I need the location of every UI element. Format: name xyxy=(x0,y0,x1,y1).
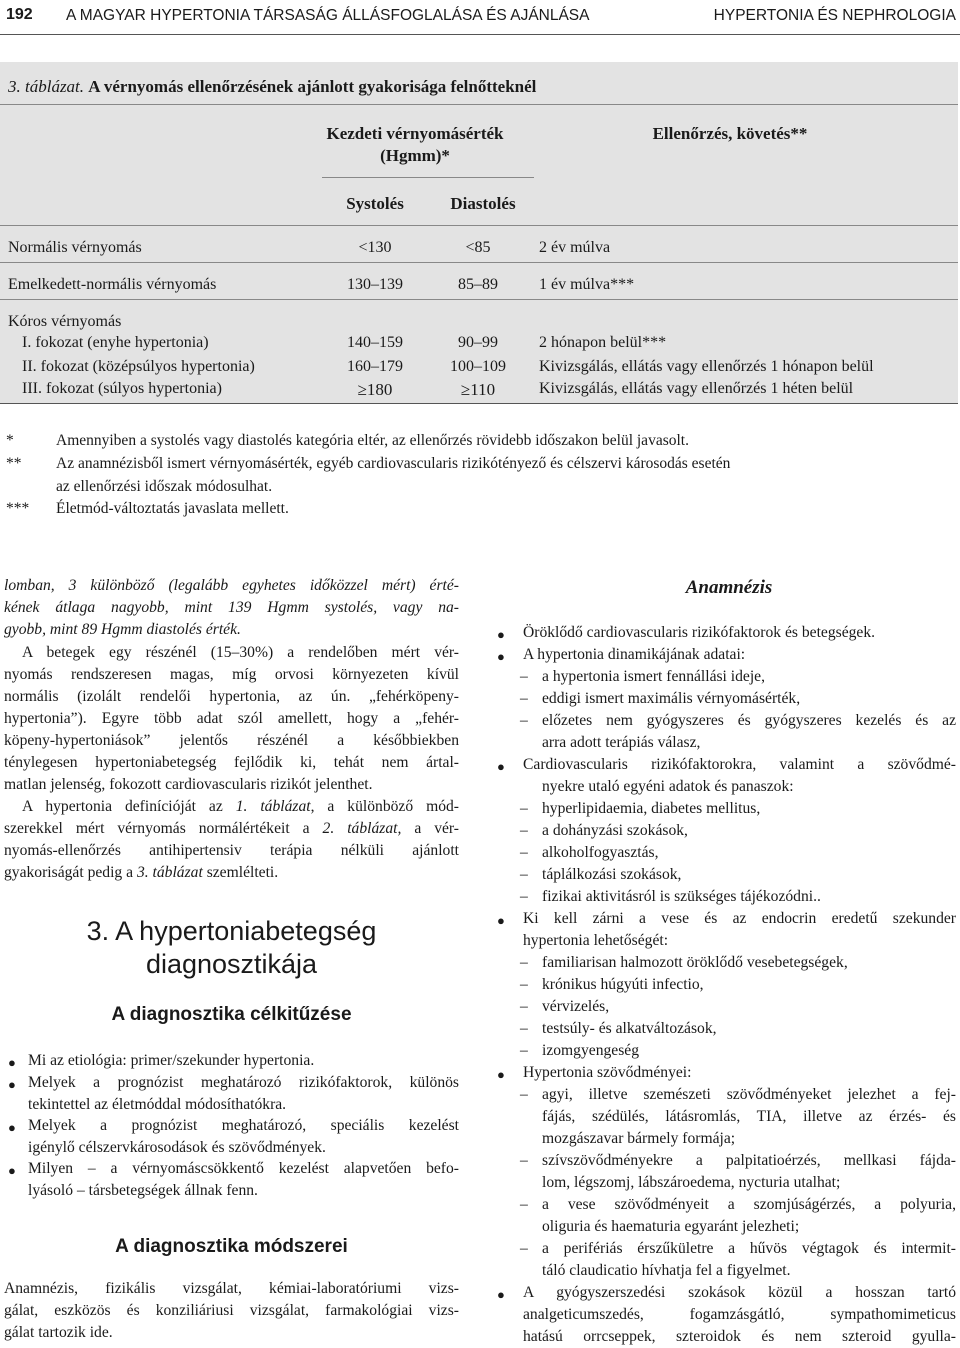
row-control: Kivizsgálás, ellátás vagy ellenőrzés 1 héten belül xyxy=(539,380,854,397)
dash-marker: – xyxy=(520,888,528,905)
list-item: a dohányzási szokások, xyxy=(542,822,688,839)
text-run: A hypertonia definícióját az xyxy=(22,798,236,815)
list-item: krónikus húgyúti infectio, xyxy=(542,976,704,993)
text-run: szemlélteti. xyxy=(202,864,279,881)
list-item: familiarisan halmozott öröklődő vesebetegségek, xyxy=(542,954,848,971)
list-item: hyperlipidaemia, diabetes mellitus, xyxy=(542,800,761,817)
row-control: 1 év múlva*** xyxy=(539,276,635,293)
row-rule xyxy=(0,262,958,263)
dash-marker: – xyxy=(520,998,528,1015)
dash-marker: – xyxy=(520,690,528,707)
list-item: hatású orrcseppek, szteroidok és nem szteroid gyulla- xyxy=(523,1328,956,1345)
bullet-icon: ● xyxy=(8,1120,16,1135)
list-item: szívszövődményekre a palpitatioérzés, mellkasi fájda- xyxy=(542,1152,956,1169)
list-item: táló claudicatio hívhatja fel a figyelmet. xyxy=(542,1262,791,1279)
list-item: oliguria és haematuria egyaránt jelezheti; xyxy=(542,1218,800,1235)
paragraph-line: gálat tartozik ide. xyxy=(4,1324,113,1341)
list-item: testsúly- és alkatváltozások, xyxy=(542,1020,717,1037)
dash-marker: – xyxy=(520,1042,528,1059)
footnote-mark: ** xyxy=(6,455,22,472)
footnote-mark: *** xyxy=(6,500,30,517)
list-item: Ki kell zárni a vese és az endocrin eredetű szekunder xyxy=(523,910,956,927)
dash-marker: – xyxy=(520,1240,528,1257)
paragraph-line: hypertonia”). Egyre több adat szól amellett, hogy a „fehér- xyxy=(4,710,459,727)
list-item: Hypertonia szövődményei: xyxy=(523,1064,692,1081)
table-reference: 2. táblázat, xyxy=(322,820,402,837)
list-item: táplálkozási szokások, xyxy=(542,866,682,883)
paragraph-line: lomban, 3 különböző (legalább egyhetes időközzel mért) érté- xyxy=(4,577,459,594)
list-item: arra adott terápiás válasz, xyxy=(542,734,701,751)
dash-marker: – xyxy=(520,1020,528,1037)
table-bottom-rule xyxy=(0,403,958,404)
section-title: HYPERTONIA ÉS NEPHROLOGIA xyxy=(713,7,956,24)
bullet-icon: ● xyxy=(497,1067,505,1082)
col-control-header: Ellenőrzés, követés** xyxy=(652,124,808,143)
list-item: igénylő célszervkárosodások és szövődmények. xyxy=(28,1139,326,1156)
row-label: Normális vérnyomás xyxy=(8,239,142,256)
list-item: Mi az etiológia: primer/szekunder hypertonia. xyxy=(28,1052,315,1069)
bullet-icon: ● xyxy=(497,627,505,642)
table-caption xyxy=(8,77,536,97)
paragraph-line xyxy=(4,864,278,882)
header-bottom-rule xyxy=(0,225,958,226)
list-item: alkoholfogyasztás, xyxy=(542,844,659,861)
row-dia: ≥110 xyxy=(460,380,496,399)
bullet-icon: ● xyxy=(497,913,505,928)
list-item: nyekre utaló egyéni adatok és panaszok: xyxy=(542,778,794,795)
dash-marker: – xyxy=(520,976,528,993)
row-rule xyxy=(0,299,958,300)
subheading-goals: A diagnosztika célkitűzése xyxy=(111,1004,352,1025)
paragraph-line: nyomás-ellenőrzés antihipertensiv terápia nélküli ajánlott xyxy=(4,842,459,859)
bullet-icon: ● xyxy=(497,649,505,664)
list-item: a hypertonia ismert fennállási ideje, xyxy=(542,668,765,685)
text-run: a vér- xyxy=(401,820,460,837)
col-diastolic-header: Diastolés xyxy=(450,194,516,213)
list-item: a perifériás érszűkületre a hűvös végtagok és intermit- xyxy=(542,1240,956,1257)
running-title: A MAGYAR HYPERTONIA TÁRSASÁG ÁLLÁSFOGLALÁSA ÉS AJÁNLÁSA xyxy=(66,7,590,24)
list-item: izomgyengeség xyxy=(542,1042,639,1059)
row-sys: 160–179 xyxy=(347,358,403,375)
list-item: eddigi ismert maximális vérnyomásérték, xyxy=(542,690,801,707)
footnote-text: Az anamnézisből ismert vérnyomásérték, egyéb cardiovascularis rizikótényező és célszervi károsodás esetén xyxy=(56,455,731,472)
paragraph-line: kének átlaga nagyobb, mint 139 Hgmm systolés, vagy na- xyxy=(4,599,459,616)
paragraph-line xyxy=(4,820,459,838)
section-heading-line: 3. A hypertoniabetegség xyxy=(86,916,377,946)
list-item: A gyógyszerszedési szokások közül a hosszan tartó xyxy=(523,1284,956,1301)
bullet-icon: ● xyxy=(8,1077,16,1092)
paragraph-line: matlan jelenség, fokozott cardiovascularis rizikót jelenthet. xyxy=(4,776,373,793)
list-item: hypertonia lehetőségét: xyxy=(523,932,669,949)
row-sys: ≥180 xyxy=(357,380,393,399)
section-heading xyxy=(4,915,459,981)
list-item: analgeticumszedés, fogamzásgátló, sympathomimeticus xyxy=(523,1306,956,1323)
paragraph-line: A betegek egy részénél (15–30%) a rendelőben mért vér- xyxy=(22,644,459,661)
row-dia: 100–109 xyxy=(450,358,506,375)
header-rule xyxy=(0,34,960,35)
list-item: előzetes nem gyógyszeres és gyógyszeres kezelés és az xyxy=(542,712,956,729)
paragraph-line: nyomás rendszeresen magas, míg orvosi környezeten kívül xyxy=(4,666,459,683)
list-item: vérvizelés, xyxy=(542,998,610,1015)
page-number: 192 xyxy=(6,6,33,23)
list-item: Melyek a prognózist meghatározó rizikófaktorok, különös xyxy=(28,1074,459,1091)
dash-marker: – xyxy=(520,1152,528,1169)
dash-marker: – xyxy=(520,668,528,685)
section-heading-line: diagnosztikája xyxy=(145,949,318,979)
table-3 xyxy=(0,62,958,404)
col-group-rule xyxy=(322,177,534,178)
row-label: I. fokozat (enyhe hypertonia) xyxy=(22,334,209,351)
dash-marker: – xyxy=(520,844,528,861)
row-control: 2 év múlva xyxy=(539,239,611,256)
col-group-header xyxy=(300,124,530,166)
row-dia: 90–99 xyxy=(458,334,498,351)
row-label: II. fokozat (középsúlyos hypertonia) xyxy=(22,358,255,375)
subheading-methods: A diagnosztika módszerei xyxy=(115,1236,348,1257)
dash-marker: – xyxy=(520,954,528,971)
paragraph-line: normális (izolált rendelői hypertonia, az ún. „fehérköpeny- xyxy=(4,688,459,705)
list-item: fizikai aktivitásról is szükséges tájékozódni.. xyxy=(542,888,821,905)
paragraph-line: gyobb, mint 89 Hgmm diastolés érték. xyxy=(4,621,241,638)
paragraph-line: köpeny-hypertoniások” jelentős részénél a későbbiekben xyxy=(4,732,459,749)
col-systolic-header: Systolés xyxy=(346,194,404,213)
anamnesis-heading: Anamnézis xyxy=(685,577,773,598)
list-item: tekintettel az életmóddal módosíthatókra. xyxy=(28,1096,287,1113)
dash-marker: – xyxy=(520,866,528,883)
row-control: Kivizsgálás, ellátás vagy ellenőrzés 1 hónapon belül xyxy=(539,358,874,375)
bullet-icon: ● xyxy=(497,1287,505,1302)
dash-marker: – xyxy=(520,1086,528,1103)
list-item: fájás, szédülés, látásromlás, TIA, illetve az érzés- és xyxy=(542,1108,956,1125)
row-control: 2 hónapon belül*** xyxy=(539,334,667,351)
footnote-text: Életmód-változtatás javaslata mellett. xyxy=(56,500,289,517)
running-header xyxy=(0,0,960,32)
row-sys: 130–139 xyxy=(347,276,403,293)
text-run: , a különböző mód- xyxy=(310,798,459,815)
list-item: mozgászavar bármely formája; xyxy=(542,1130,736,1147)
paragraph-line: Anamnézis, fizikális vizsgálat, kémiai-laboratóriumi vizs- xyxy=(4,1280,459,1297)
list-item: Melyek a prognózist meghatározó, speciális kezelést xyxy=(28,1117,459,1134)
footnote-text: Amennyiben a systolés vagy diastolés kategória eltér, az ellenőrzés rövidebb időszakon belül javasolt. xyxy=(56,432,689,449)
list-item: lom, légszomj, lábszároedema, nycturia utalhat; xyxy=(542,1174,841,1191)
bullet-icon: ● xyxy=(8,1055,16,1070)
footnote-text: az ellenőrzési időszak módosulhat. xyxy=(56,478,273,495)
row-dia: 85–89 xyxy=(458,276,498,293)
col-group-header-line1: Kezdeti vérnyomásérték xyxy=(326,124,504,143)
row-label: Emelkedett-normális vérnyomás xyxy=(8,276,217,293)
row-sys: <130 xyxy=(358,239,392,256)
text-run: szerekkel mért vérnyomás normálértékeit a xyxy=(4,820,323,837)
list-item: Cardiovascularis rizikófaktorokra, valamint a szövődmé- xyxy=(523,756,956,773)
row-label: III. fokozat (súlyos hypertonia) xyxy=(22,380,222,397)
row-dia: <85 xyxy=(465,239,491,256)
paragraph-line: gálat, eszközös és konziliáriusi vizsgálat, farmakológiai vizs- xyxy=(4,1302,459,1319)
table-reference: 3. táblázat xyxy=(136,864,203,881)
bullet-icon: ● xyxy=(8,1163,16,1178)
footnote-mark: * xyxy=(6,432,14,449)
col-group-header-line2: (Hgmm)* xyxy=(380,146,450,165)
list-item: agyi, illetve szemészeti szövődményeket jelezhet a fej- xyxy=(542,1086,956,1103)
list-item: Milyen – a vérnyomáscsökkentő kezelést alapvetően befo- xyxy=(28,1160,459,1177)
table-top-rule xyxy=(0,104,958,105)
paragraph-line: ténylegesen hypertoniabetegség fejlődik ki, tehát nem ártal- xyxy=(4,754,459,771)
list-item: A hypertonia dinamikájának adatai: xyxy=(523,646,746,663)
row-label: Kóros vérnyomás xyxy=(8,313,122,330)
dash-marker: – xyxy=(520,712,528,729)
row-sys: 140–159 xyxy=(347,334,403,351)
list-item: a vese szövődményeit a szomjúságérzés, a polyuria, xyxy=(542,1196,956,1213)
list-item: Öröklődő cardiovascularis rizikófaktorok és betegségek. xyxy=(523,624,876,641)
table-reference: 1. táblázat xyxy=(235,798,311,815)
paragraph-line xyxy=(22,798,459,816)
dash-marker: – xyxy=(520,1196,528,1213)
table-caption-label: 3. táblázat. xyxy=(8,77,85,96)
dash-marker: – xyxy=(520,800,528,817)
dash-marker: – xyxy=(520,822,528,839)
text-run: gyakoriságát pedig a xyxy=(4,864,137,881)
list-item: lyásoló – társbetegségek állnak fenn. xyxy=(28,1182,258,1199)
table-caption-title: A vérnyomás ellenőrzésének ajánlott gyakorisága felnőtteknél xyxy=(88,77,537,96)
bullet-icon: ● xyxy=(497,759,505,774)
